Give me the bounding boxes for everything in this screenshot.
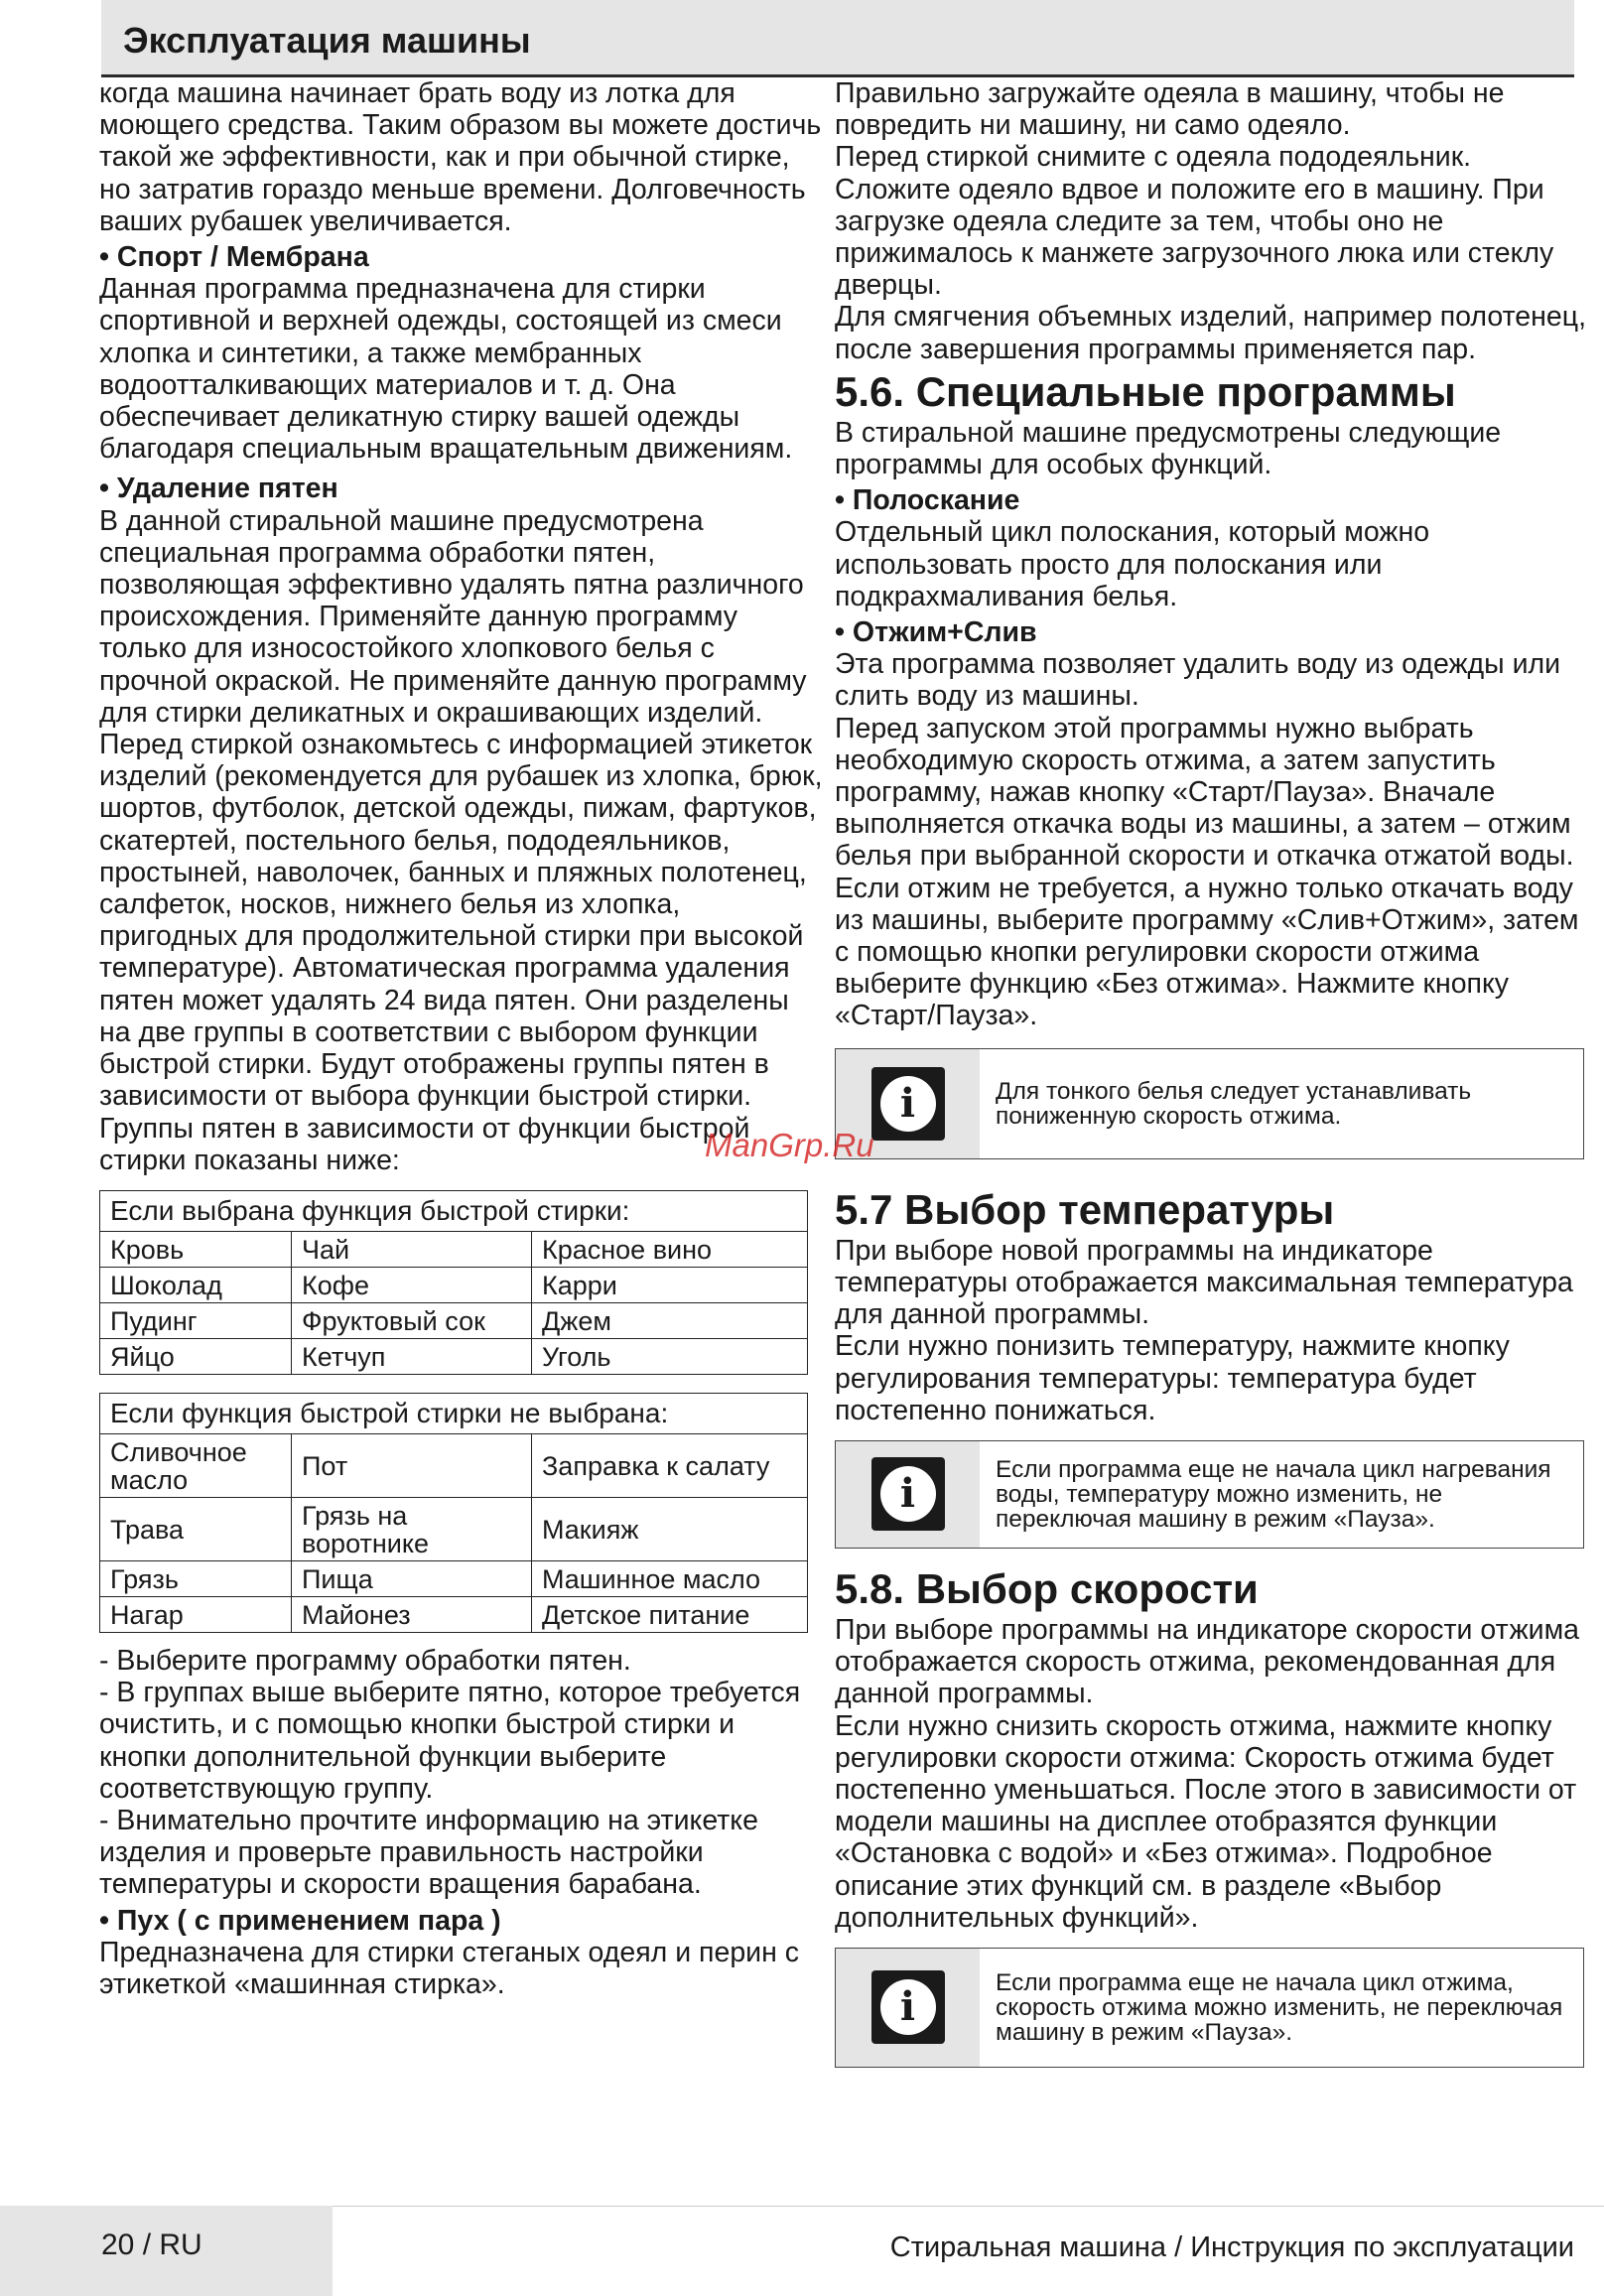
sport-heading: • Спорт / Мембрана [99, 241, 369, 274]
sport-paragraph: Данная программа предназначена для стирки спортивной и верхней одежды, состоящей из смеси хлопка и синтетики, а также мембранных водоотталкивающих материалов и т. д. Она обеспечивает деликатную стирку вашей одежды благодаря специальным вращательным движениям. [99, 273, 793, 466]
note-text: Если программа еще не начала цикл нагревания воды, температуру можно изменить, не переключая машину в режим «Пауза». [996, 1455, 1551, 1533]
section-5-8-paragraph-1: При выборе программы на индикаторе скорости отжима отображается скорость отжима, рекомендованная для данной программы. [835, 1613, 1580, 1710]
table-cell: Карри [532, 1267, 808, 1302]
note-box-temperature [835, 1440, 1584, 1549]
table-row [100, 1338, 808, 1374]
table-caption: Если функция быстрой стирки не выбрана: [100, 1393, 808, 1433]
section-5-7-paragraph-2: Если нужно понизить температуру, нажмите кнопку регулирования температуры: температура будет постепенно понижаться. [835, 1330, 1510, 1426]
spin-paragraph-1: Эта программа позволяет удалить воду из одежды или слить воду из машины. [835, 648, 1561, 713]
table-cell: Грязь [100, 1560, 292, 1596]
table-cell: Пот [292, 1433, 532, 1497]
page-header-title: Эксплуатация машины [123, 20, 531, 61]
table-cell: Пища [292, 1560, 532, 1596]
blanket-paragraph-3: Для смягчения объемных изделий, например полотенец, после завершения программы применяется пар. [835, 301, 1586, 365]
spin-paragraph-3: Если отжим не требуется, а нужно только откачать воду из машины, выберите программу «Слив+Отжим», затем с помощью кнопки регулировки скорости отжима выберите функцию «Без отжима». Нажмите кнопку «Старт/Пауза». [835, 872, 1579, 1032]
note-box-delicate [835, 1048, 1584, 1159]
table-cell: Яйцо [100, 1338, 292, 1374]
header-bar [101, 0, 1574, 77]
section-5-7-paragraph-1: При выборе новой программы на индикаторе температуры отображается максимальная температура для данной программы. [835, 1234, 1573, 1331]
section-5-8-paragraph-2: Если нужно снизить скорость отжима, нажмите кнопку регулировки скорости отжима: Скорость отжима будет постепенно уменьшаться. После этого в зависимости от модели машины на дисплее отобразятся функции «Остановка с водой» и «Без отжима». Подробное описание этих функций см. в разделе «Выбор дополнительных функций». [835, 1709, 1577, 1934]
section-5-8-title: 5.8. Выбор скорости [835, 1564, 1259, 1612]
down-heading: • Пух ( с применением пара ) [99, 1904, 501, 1937]
note-text: Для тонкого белья следует устанавливать пониженную скорость отжима. [996, 1077, 1472, 1130]
table-row [100, 1267, 808, 1302]
intro-paragraph: когда машина начинает брать воду из лотка для моющего средства. Таким образом вы можете достичь такой же эффективности, как и при обычной стирке, но затратив гораздо меньше времени. Долговечность ваших рубашек увеличивается. [99, 77, 822, 237]
blanket-paragraph-1: Правильно загружайте одеяла в машину, чтобы не повредить ни машину, ни само одеяло. [835, 77, 1505, 142]
stain-heading: • Удаление пятен [99, 473, 338, 505]
step-item: - Внимательно прочтите информацию на этикетке изделия и проверьте правильность настройки температуры и скорости вращения барабана. [99, 1804, 758, 1901]
table-cell: Красное вино [532, 1231, 808, 1267]
table-row [100, 1231, 808, 1267]
groups-intro: Группы пятен в зависимости от функции быстрой стирки показаны ниже: [99, 1112, 750, 1176]
rinse-heading: • Полоскание [835, 484, 1020, 517]
info-icon: i [871, 1970, 945, 2044]
table-cell: Нагар [100, 1596, 292, 1632]
blanket-paragraph-2: Перед стиркой снимите с одеяла пододеяльник. Сложите одеяло вдвое и положите его в машину. При загрузке одеяла следите за тем, чтобы оно не прижималось к манжете загрузочного люка или стеклу дверцы. [835, 141, 1554, 302]
section-5-7-title: 5.7 Выбор температуры [835, 1185, 1335, 1233]
table-row [100, 1302, 808, 1338]
table-cell: Машинное масло [532, 1560, 808, 1596]
table-cell: Кровь [100, 1231, 292, 1267]
table-cell: Кетчуп [292, 1338, 532, 1374]
table-row [100, 1433, 808, 1497]
document-title: Стиральная машина / Инструкция по эксплуатации [889, 2231, 1574, 2263]
watermark: ManGrp.Ru [705, 1127, 874, 1163]
table-caption: Если выбрана функция быстрой стирки: [100, 1190, 808, 1231]
table-cell: Трава [100, 1497, 292, 1560]
info-icon: i [871, 1067, 945, 1141]
table-cell: Сливочное масло [100, 1433, 292, 1497]
table-cell: Фруктовый сок [292, 1302, 532, 1338]
left-column [99, 77, 824, 2000]
table-cell: Уголь [532, 1338, 808, 1374]
table-cell: Макияж [532, 1497, 808, 1560]
page-number: 20 / RU [101, 2228, 202, 2261]
table-cell: Чай [292, 1231, 532, 1267]
step-item: - Выберите программу обработки пятен. [99, 1644, 631, 1677]
spin-heading: • Отжим+Слив [835, 616, 1037, 649]
table-cell: Джем [532, 1302, 808, 1338]
table-cell: Детское питание [532, 1596, 808, 1632]
table-cell: Грязь на воротнике [292, 1497, 532, 1560]
table-cell: Кофе [292, 1267, 532, 1302]
table-row [100, 1596, 808, 1632]
spin-paragraph-2: Перед запуском этой программы нужно выбрать необходимую скорость отжима, а затем запустить программу, нажав кнопку «Старт/Пауза». Вначале выполняется откачка воды из машины, а затем – отжим белья при выбранной скорости и откачка отжатой воды. [835, 712, 1574, 873]
step-item: - В группах выше выберите пятно, которое требуется очистить, и с помощью кнопки быстрой стирки и кнопки дополнительной функции выберите соответствующую группу. [99, 1677, 801, 1805]
right-column [835, 77, 1589, 2068]
info-icon: i [871, 1457, 945, 1531]
table-cell: Заправка к салату [532, 1433, 808, 1497]
stain-table-quick-wash [99, 1190, 808, 1375]
table-row [100, 1497, 808, 1560]
down-paragraph: Предназначена для стирки стеганых одеял и перин с этикеткой «машинная стирка». [99, 1936, 800, 2000]
table-cell: Пудинг [100, 1302, 292, 1338]
table-row [100, 1560, 808, 1596]
stain-paragraph: В данной стиральной машине предусмотрена специальная программа обработки пятен, позволяющая эффективно удалять пятна различного происхождения. Применяйте данную программу только для износостойкого хлопкового белья с прочной окраской. Не применяйте данную программу для стирки деликатных и окрашивающих изделий. Перед стиркой ознакомьтесь с информацией этикеток изделий (рекомендуется для рубашек из хлопка, брюк, шортов, футболок, детской одежды, пижам, фартуков, скатертей, постельного белья, пододеяльников, простыней, наволочек, банных и пляжных полотенец, салфеток, носков, нижнего белья из хлопка, пригодных для продолжительной стирки при высокой температуре). Автоматическая программа удаления пятен может удалять 24 вида пятен. Они разделены на две группы в соответствии с выбором функции быстрой стирки. Будут отображены группы пятен в зависимости от выбора функции быстрой стирки. [99, 504, 823, 1113]
note-box-spin-speed [835, 1948, 1584, 2068]
rinse-paragraph: Отдельный цикл полоскания, который можно использовать просто для полоскания или подкрахмаливания белья. [835, 516, 1430, 612]
table-cell: Майонез [292, 1596, 532, 1632]
note-text: Если программа еще не начала цикл отжима, скорость отжима можно изменить, не переключая машину в режим «Пауза». [996, 1968, 1563, 2046]
stain-table-no-quick-wash [99, 1393, 808, 1633]
section-5-6-intro: В стиральной машине предусмотрены следующие программы для особых функций. [835, 416, 1502, 481]
table-cell: Шоколад [100, 1267, 292, 1302]
section-5-6-title: 5.6. Специальные программы [835, 367, 1456, 415]
